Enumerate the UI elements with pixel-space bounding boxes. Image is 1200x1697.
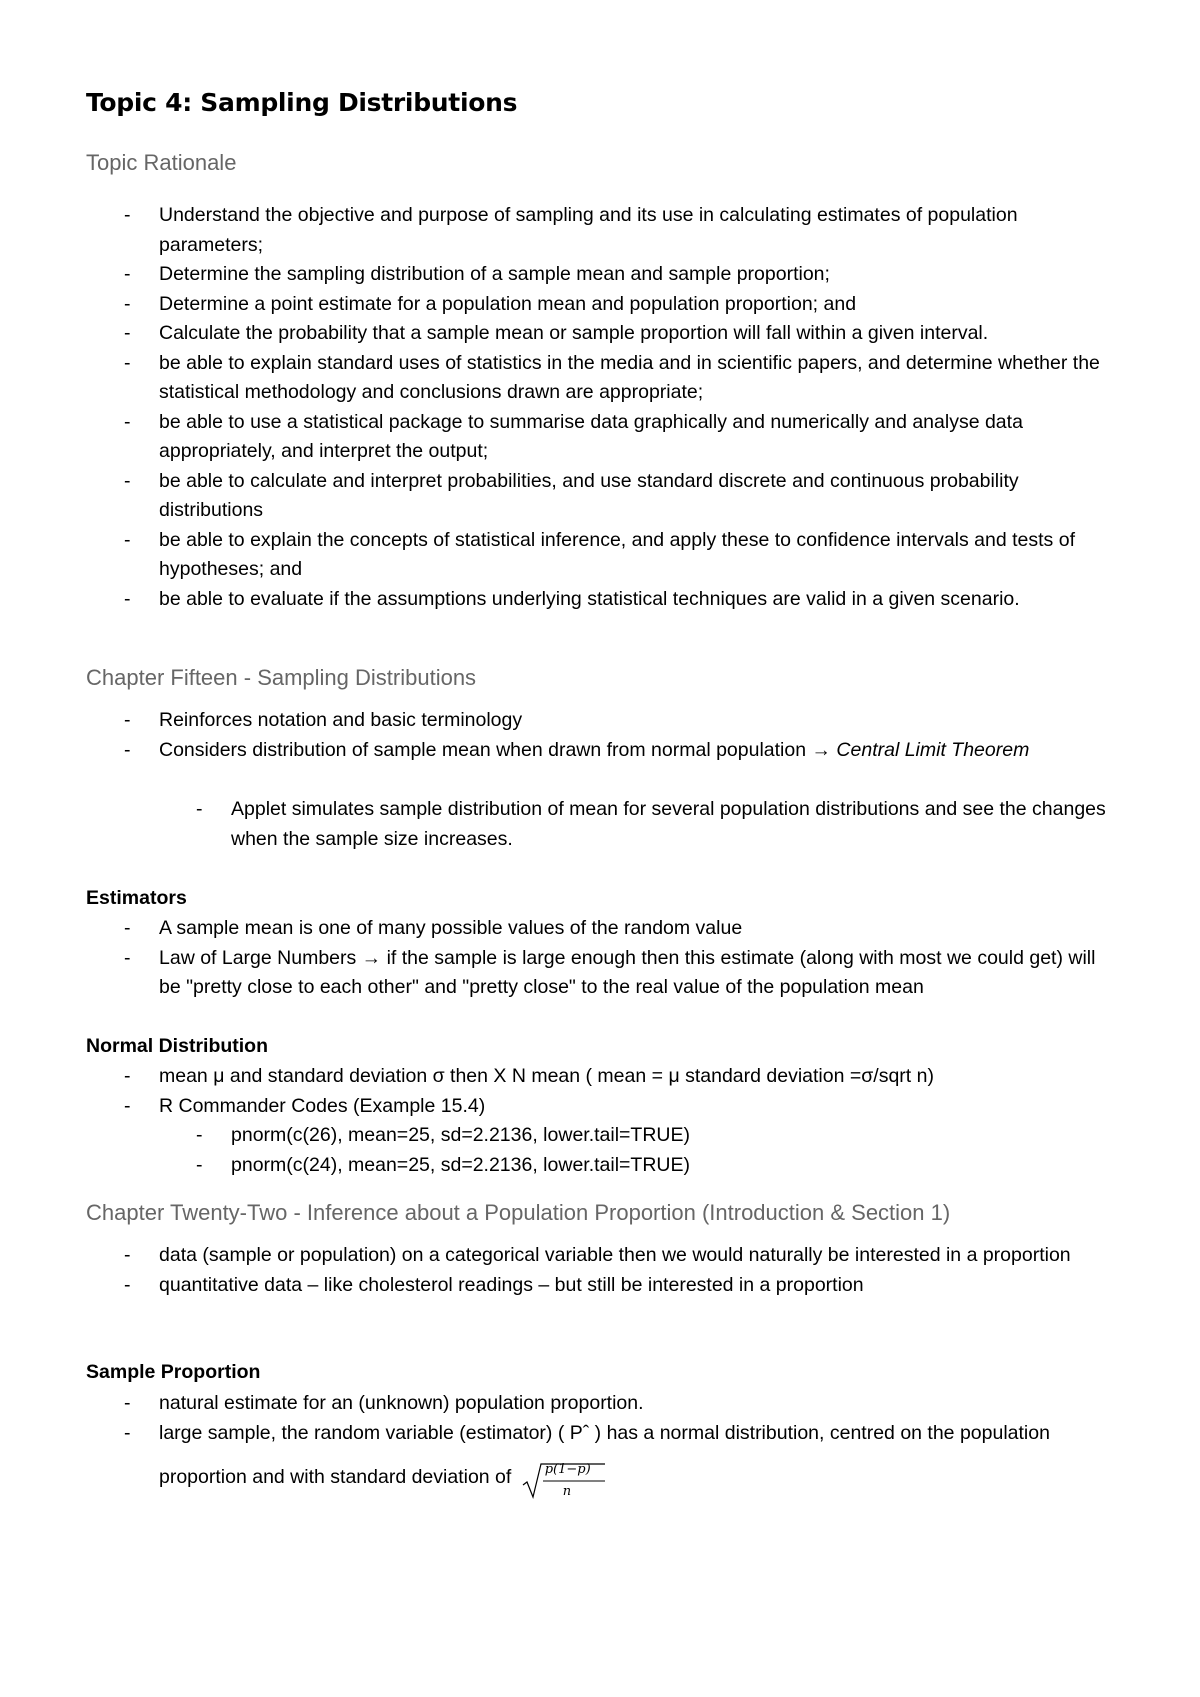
list-item: - large sample, the random variable (estimator) ( Pˆ ) has a normal distribution, centred on the population proportion and with standard deviation of p(1−p) n (124, 1421, 1050, 1499)
list-item: - Determine a point estimate for a population mean and population proportion; and (124, 292, 857, 315)
estimators-heading: Estimators (86, 887, 187, 909)
central-limit-theorem-text: Central Limit Theorem (836, 738, 1030, 761)
list-item: - be able to calculate and interpret probabilities, and use standard discrete and continuous probability distributions (124, 469, 1019, 521)
chapter-twenty-two-list (0, 1241, 1200, 1300)
chapter-fifteen-heading: Chapter Fifteen - Sampling Distributions (86, 665, 477, 690)
list-item: - Determine the sampling distribution of a sample mean and sample proportion; (124, 263, 830, 285)
sample-proportion-list (0, 1389, 1200, 1499)
topic-rationale-list (0, 201, 1200, 614)
list-item: - mean μ and standard deviation σ then X N mean ( mean = μ standard deviation =σ/sqrt n) (124, 1065, 934, 1087)
list-item: - natural estimate for an (unknown) population proportion. (124, 1392, 644, 1414)
list-item: - Considers distribution of sample mean when drawn from normal population → Central Limit Theorem (124, 738, 1030, 761)
list-item: - data (sample or population) on a categorical variable then we would naturally be interested in a proportion (124, 1244, 1071, 1266)
list-item: - quantitative data – like cholesterol readings – but still be interested in a proportion (124, 1273, 864, 1296)
normal-distribution-list (0, 1062, 1200, 1121)
list-item: - Understand the objective and purpose of sampling and its use in calculating estimates of population parameters; (124, 204, 1018, 256)
list-item: - R Commander Codes (Example 15.4) (124, 1094, 486, 1117)
list-item: - Applet simulates sample distribution of mean for several population distributions and see the changes when the sample size increases. (196, 798, 1106, 850)
formula-numerator: p(1−p) (544, 1461, 591, 1477)
r-commander-code-list (0, 1121, 1200, 1180)
list-item: - be able to explain standard uses of statistics in the media and in scientific papers, and determine whether the statistical methodology and conclusions drawn are appropriate; (124, 351, 1100, 403)
sample-proportion-heading: Sample Proportion (86, 1361, 261, 1383)
list-item: - be able to use a statistical package to summarise data graphically and numerically and analyse data appropriately, and interpret the output; (124, 410, 1023, 462)
page-title: Topic 4: Sampling Distributions (86, 88, 518, 117)
list-item: - A sample mean is one of many possible values of the random value (124, 917, 743, 939)
list-item: - Reinforces notation and basic terminology (124, 709, 523, 731)
list-item: - be able to explain the concepts of statistical inference, and apply these to confidence intervals and tests of hypotheses; and (124, 528, 1075, 580)
list-item: - pnorm(c(24), mean=25, sd=2.2136, lower.tail=TRUE) (196, 1153, 691, 1176)
chapter-twenty-two-heading: Chapter Twenty-Two - Inference about a Population Proportion (Introduction & Section 1) (86, 1200, 951, 1225)
list-item: - Law of Large Numbers → if the sample is large enough then this estimate (along with most we could get) will be "pretty close to each other" and "pretty close" to the real value of the population mean (124, 946, 1096, 998)
std-dev-formula (521, 1463, 607, 1497)
formula-denominator: n (562, 1483, 572, 1499)
normal-distribution-heading: Normal Distribution (86, 1035, 269, 1057)
estimators-list (0, 914, 1200, 1003)
chapter-fifteen-sublist (0, 795, 1200, 854)
topic-rationale-heading: Topic Rationale (86, 150, 237, 175)
list-item: - pnorm(c(26), mean=25, sd=2.2136, lower.tail=TRUE) (196, 1124, 691, 1146)
list-item: - be able to evaluate if the assumptions underlying statistical techniques are valid in a given scenario. (124, 587, 1020, 610)
list-item: - Calculate the probability that a sample mean or sample proportion will fall within a given interval. (124, 322, 989, 344)
chapter-fifteen-list (0, 706, 1200, 765)
